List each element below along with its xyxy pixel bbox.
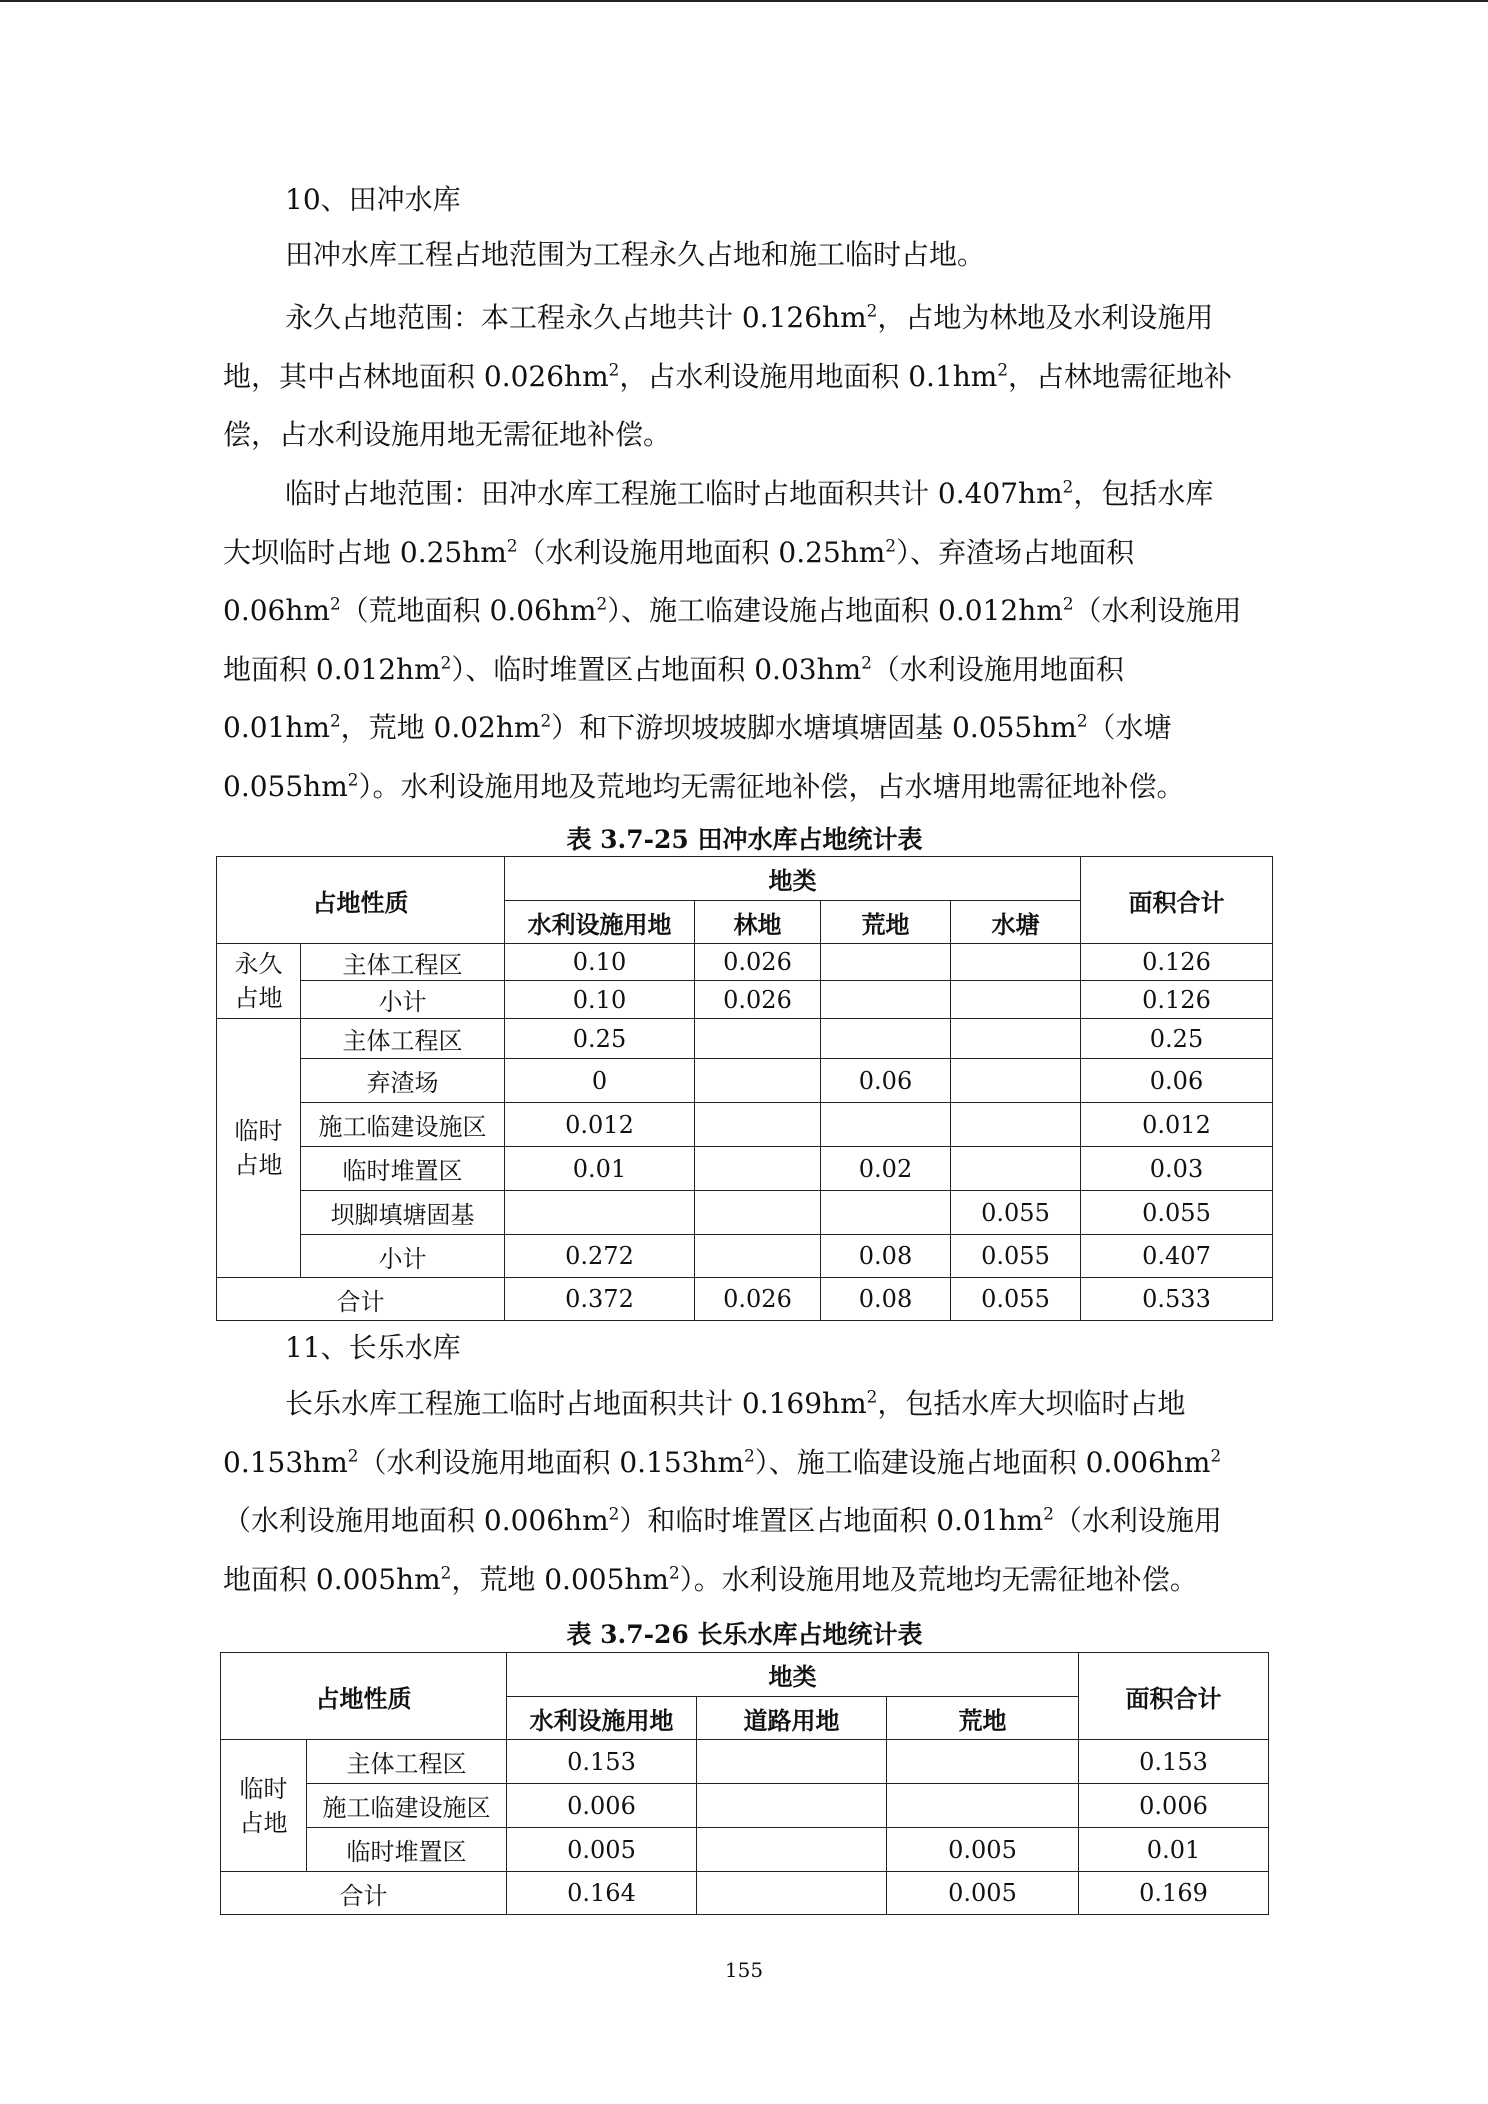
table-cell: 0.005 (887, 1872, 1079, 1915)
table-cell: 0.055 (951, 1278, 1081, 1321)
table-row (217, 981, 1273, 1019)
table-cell: 0 (505, 1059, 695, 1103)
table-row (217, 1019, 1273, 1059)
table-2-caption: 表 3.7-26 长乐水库占地统计表 (566, 1620, 923, 1649)
table-cell (887, 1740, 1079, 1784)
table-1-caption: 表 3.7-25 田冲水库占地统计表 (566, 825, 923, 854)
row-label: 小计 (301, 981, 505, 1019)
table-cell (697, 1784, 887, 1828)
table-cell (821, 944, 951, 981)
table-cell: 0.055 (951, 1191, 1081, 1235)
header-land-type: 地类 (505, 857, 1081, 901)
table-cell: 0.012 (1081, 1103, 1273, 1147)
table-cell (821, 981, 951, 1019)
table-cell: 0.01 (1079, 1828, 1269, 1872)
table-cell: 0.126 (1081, 944, 1273, 981)
table-cell: 0.006 (1079, 1784, 1269, 1828)
section-11-paragraph-1: 长乐水库工程施工临时占地面积共计 $0.169hm^2$，包括水库大坝临时占地 $0.153hm^2$（水利设施用地面积 $0.153hm^2$）、施工临建设施占地面积 $0.006hm^2$ （水利设施用地面积 $0.006hm^2$）和临时堆置区占地面积 $0.01hm^2$（水利设施用 地面积 $0.005hm^2$，荒地 $0.005hm^2$）。水利设施用地及荒地均无需征地补偿。 (223, 1386, 1222, 1596)
header-land-nature: 占地性质 (221, 1653, 507, 1740)
row-label-total: 合计 (221, 1872, 507, 1915)
table-cell: 0.01 (505, 1147, 695, 1191)
table-cell: 0.012 (505, 1103, 695, 1147)
table-row-total (217, 1278, 1273, 1321)
table-cell: 0.06 (1081, 1059, 1273, 1103)
table-cell: 0.02 (821, 1147, 951, 1191)
row-label-total: 合计 (217, 1278, 505, 1321)
table-cell: 0.126 (1081, 981, 1273, 1019)
header-area-total: 面积合计 (1079, 1653, 1269, 1740)
table-cell (821, 1191, 951, 1235)
header-water-facility-land: 水利设施用地 (507, 1697, 697, 1740)
table-cell: 0.153 (1079, 1740, 1269, 1784)
row-label: 主体工程区 (301, 1019, 505, 1059)
row-label: 坝脚填塘固基 (301, 1191, 505, 1235)
table-row (221, 1740, 1269, 1784)
table-cell: 0.055 (951, 1235, 1081, 1278)
table-cell: 0.03 (1081, 1147, 1273, 1191)
table-cell: 0.25 (505, 1019, 695, 1059)
row-label: 施工临建设施区 (307, 1784, 507, 1828)
table-cell: 0.006 (507, 1784, 697, 1828)
table-row-total (221, 1872, 1269, 1915)
table-changle-land-stats (220, 1652, 1269, 1915)
table-cell: 0.06 (821, 1059, 951, 1103)
table-cell (697, 1828, 887, 1872)
row-label: 主体工程区 (301, 944, 505, 981)
table-cell (951, 981, 1081, 1019)
row-label: 临时堆置区 (301, 1147, 505, 1191)
table-cell (951, 1059, 1081, 1103)
table-cell: 0.153 (507, 1740, 697, 1784)
header-land-type: 地类 (507, 1653, 1079, 1697)
table-cell: 0.407 (1081, 1235, 1273, 1278)
header-pond: 水塘 (951, 901, 1081, 944)
table-cell (951, 1019, 1081, 1059)
table-cell: 0.055 (1081, 1191, 1273, 1235)
header-water-facility-land: 水利设施用地 (505, 901, 695, 944)
table-cell (697, 1740, 887, 1784)
table-row (217, 1147, 1273, 1191)
table-cell (695, 1019, 821, 1059)
row-label: 施工临建设施区 (301, 1103, 505, 1147)
header-waste-land: 荒地 (821, 901, 951, 944)
table-cell: 0.533 (1081, 1278, 1273, 1321)
table-cell: 0.10 (505, 981, 695, 1019)
table-cell: 0.005 (887, 1828, 1079, 1872)
table-cell: 0.026 (695, 1278, 821, 1321)
table-cell (695, 1059, 821, 1103)
section-10-paragraph-1: 田冲水库工程占地范围为工程永久占地和施工临时占地。 (285, 238, 986, 271)
header-forest-land: 林地 (695, 901, 821, 944)
table-cell (951, 1147, 1081, 1191)
table-row (217, 944, 1273, 981)
row-label: 小计 (301, 1235, 505, 1278)
group-temporary-land: 临时 占地 (221, 1740, 307, 1872)
table-tianchong-land-stats (216, 856, 1273, 1321)
table-cell: 0.10 (505, 944, 695, 981)
table-cell (505, 1191, 695, 1235)
table-cell (951, 944, 1081, 981)
row-label: 临时堆置区 (307, 1828, 507, 1872)
table-cell: 0.026 (695, 944, 821, 981)
table-cell: 0.08 (821, 1235, 951, 1278)
table-row (217, 1235, 1273, 1278)
section-11-title: 11、长乐水库 (285, 1331, 461, 1364)
table-cell: 0.272 (505, 1235, 695, 1278)
table-cell: 0.026 (695, 981, 821, 1019)
header-road-land: 道路用地 (697, 1697, 887, 1740)
table-row (221, 1828, 1269, 1872)
table-cell (821, 1019, 951, 1059)
table-cell (887, 1784, 1079, 1828)
table-row (221, 1784, 1269, 1828)
table-cell (695, 1147, 821, 1191)
section-10-paragraph-2: 永久占地范围：本工程永久占地共计 $0.126hm^2$，占地为林地及水利设施用 地，其中占林地面积 $0.026hm^2$，占水利设施用地面积 $0.1hm^2$，占林地需征地补 偿，占水利设施用地无需征地补偿。 (223, 300, 1233, 451)
header-land-nature: 占地性质 (217, 857, 505, 944)
page-top-border (0, 0, 1488, 2)
section-10-paragraph-3: 临时占地范围：田冲水库工程施工临时占地面积共计 $0.407hm^2$，包括水库 大坝临时占地 $0.25hm^2$（水利设施用地面积 $0.25hm^2$）、弃渣场占地面积 $0.06hm^2$（荒地面积 $0.06hm^2$）、施工临建设施占地面积 $0.012hm^2$（水利设施用 地面积 $0.012hm^2$）、临时堆置区占地面积 $0.03hm^2$（水利设施用地面积 $0.01hm^2$，荒地 $0.02hm^2$）和下游坝坡坡脚水塘填塘固基 $0.055hm^2$（水塘 $0.055hm^2$）。水利设施用地及荒地均无需征地补偿，占水塘用地需征地补偿。 (223, 476, 1242, 803)
table-cell (951, 1103, 1081, 1147)
table-cell: 0.164 (507, 1872, 697, 1915)
table-cell: 0.169 (1079, 1872, 1269, 1915)
row-label: 主体工程区 (307, 1740, 507, 1784)
table-row (217, 1059, 1273, 1103)
table-cell: 0.005 (507, 1828, 697, 1872)
table-cell: 0.25 (1081, 1019, 1273, 1059)
table-cell (695, 1191, 821, 1235)
header-waste-land: 荒地 (887, 1697, 1079, 1740)
table-cell (695, 1103, 821, 1147)
group-permanent-land: 永久 占地 (217, 944, 301, 1019)
table-row (217, 1103, 1273, 1147)
header-area-total: 面积合计 (1081, 857, 1273, 944)
table-row (217, 1191, 1273, 1235)
table-cell (695, 1235, 821, 1278)
page-number: 155 (724, 1958, 764, 1982)
row-label: 弃渣场 (301, 1059, 505, 1103)
table-cell (821, 1103, 951, 1147)
group-temporary-land: 临时 占地 (217, 1019, 301, 1278)
section-10-title: 10、田冲水库 (285, 183, 461, 216)
table-cell: 0.372 (505, 1278, 695, 1321)
table-cell (697, 1872, 887, 1915)
table-cell: 0.08 (821, 1278, 951, 1321)
